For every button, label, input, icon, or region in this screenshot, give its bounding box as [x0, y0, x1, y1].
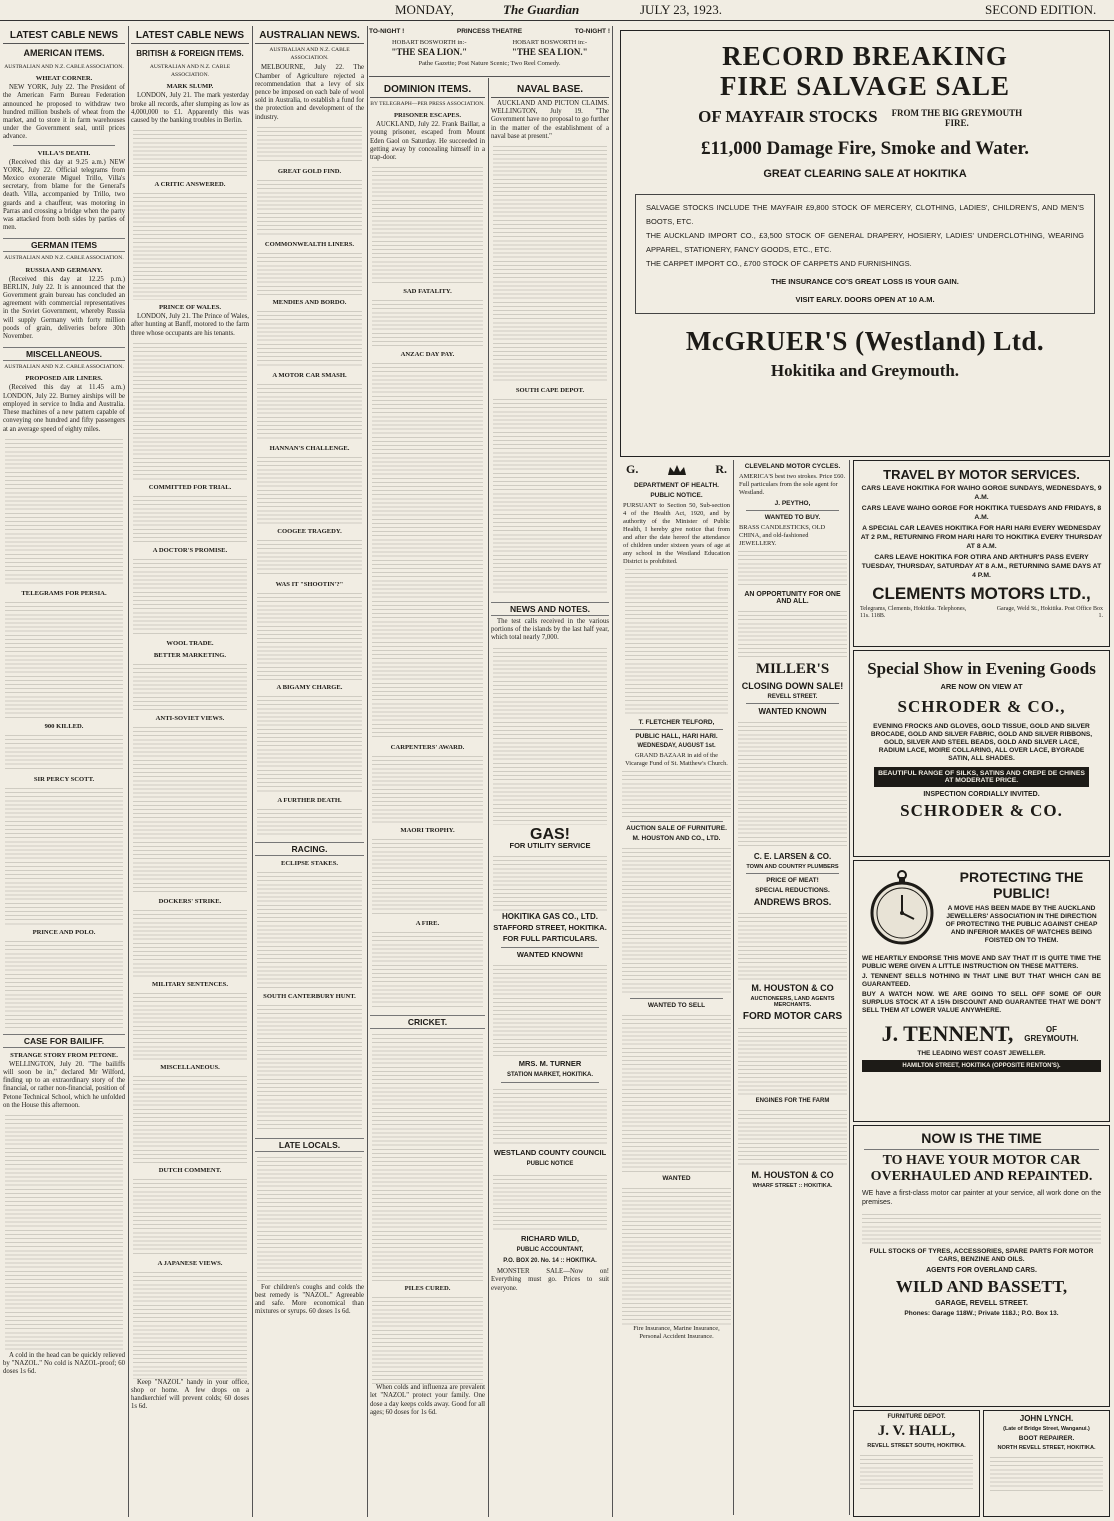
wild-name: RICHARD WILD, [521, 1233, 579, 1243]
naval-article: AUCKLAND AND PICTON CLAIMS. WELLINGTON, July 19. "The Government have no proposal to go further in the matter of the establishment of a naval base at present." [491, 100, 609, 140]
column-british-items [131, 26, 249, 1517]
film-title-left: "THE SEA LION." [391, 47, 468, 57]
clements-motors: CLEMENTS MOTORS LTD., [872, 584, 1091, 603]
nazol-note: When colds and influenza are prevalent let "NAZOL" protect your family. One dose a day keeps colds away. Good for all ages; 60 doses for 1s 6d. [370, 1384, 485, 1416]
now-title: NOW IS THE TIME [921, 1130, 1042, 1146]
westland-council: WESTLAND COUNTY COUNCIL [493, 1148, 607, 1158]
mendies-heading: MENDIES AND BORDO. [272, 298, 347, 306]
british-items-title: BRITISH & FOREIGN ITEMS. [136, 49, 244, 58]
tennent-leading: THE LEADING WEST COAST JEWELLER. [917, 1050, 1046, 1057]
hall-ad [853, 1410, 980, 1517]
westland-notice: PUBLIC NOTICE [526, 1161, 574, 1168]
column-naval-base [491, 80, 609, 1517]
ford-cars: FORD MOTOR CARS [742, 1011, 843, 1022]
wild-bassett-name: WILD AND BASSETT, [895, 1277, 1068, 1296]
lynch-prev: (Late of Bridge Street, Wanganui.) [1003, 1426, 1090, 1432]
piles-heading: PILES CURED. [404, 1285, 451, 1293]
wanted-heading: WANTED [662, 1175, 691, 1182]
german-items-title: GERMAN ITEMS [3, 238, 125, 252]
gas-address: STAFFORD STREET, HOKITIKA. [493, 923, 607, 933]
dominion-items-title: DOMINION ITEMS. [370, 84, 485, 98]
villa-heading: VILLA'S DEATH. [37, 149, 91, 157]
scott-heading: SIR PERCY SCOTT. [33, 775, 95, 783]
houston-name: M. HOUSTON & CO [751, 983, 834, 993]
column-dominion-items [370, 80, 485, 1517]
cleveland-title: CLEVELAND MOTOR CYCLES. [744, 463, 841, 470]
protect-endorse: WE HEARTILY ENDORSE THIS MOVE AND SAY THAT IT IS QUITE TIME THE PUBLIC WERE GIVEN A LITTLE INSTRUCTION ON THESE MATTERS. [862, 955, 1101, 970]
column-australian-news [255, 26, 364, 1517]
wild-phones: Phones: Garage 118W.; Private 118J.; P.O. Box 13. [904, 1310, 1059, 1317]
petone-heading: STRANGE STORY FROM PETONE. [10, 1051, 118, 1059]
clements-contact-left: Telegrams, Clements, Hokitika. Telephones, 11s. 118B. [860, 606, 967, 619]
column-rule [367, 26, 368, 1517]
hall-dept: FURNITURE DEPOT. [887, 1414, 946, 1420]
fire-heading: A FIRE. [415, 920, 440, 928]
japanese-heading: A JAPANESE VIEWS. [157, 1259, 223, 1267]
travel-line-2: CARS LEAVE WAIHO GORGE FOR HOKITIKA TUESDAYS AND FRIDAYS, 8 A.M. [861, 505, 1102, 521]
travel-motor-ad [853, 460, 1110, 647]
houston-auction: M. HOUSTON AND CO., LTD. [632, 835, 721, 842]
wanted-known-heading: WANTED KNOWN! [516, 949, 584, 959]
agency-line: AUSTRALIAN AND N.Z. CABLE ASSOCIATION. [149, 64, 231, 79]
motor-tyres: FULL STOCKS OF TYRES, ACCESSORIES, SPARE PARTS FOR MOTOR CARS, BENZINE AND OILS. [869, 1248, 1094, 1263]
air-heading: PROPOSED AIR LINERS. [25, 375, 103, 383]
travel-line-1: CARS LEAVE HOKITIKA FOR WAIHO GORGE SUNDAYS, WEDNESDAYS, 9 A.M. [861, 485, 1102, 501]
smash-heading: A MOTOR CAR SMASH. [272, 371, 347, 379]
motor-sub-2: OVERHAULED AND REPAINTED. [870, 1169, 1093, 1184]
schroder-title: Special Show in Evening Goods [867, 659, 1096, 678]
column-american-items [3, 26, 125, 1517]
column-rule [612, 26, 613, 1517]
meat-price: PRICE OF MEAT! [766, 877, 819, 884]
gas-sub: FOR UTILITY SERVICE [509, 840, 591, 850]
masthead-date: JULY 23, 1923. [640, 2, 722, 17]
wild-bassett-ad [853, 1125, 1110, 1407]
salvage-stock-box [635, 194, 1095, 314]
column-rule [252, 26, 253, 1517]
gas-title: GAS! [530, 825, 570, 843]
brass-notice: BRASS CANDLESTICKS, OLD CHINA, and old-fashioned JEWELLERY. [739, 524, 826, 547]
masthead [0, 0, 1114, 21]
monster-sale: MONSTER SALE—Now on! Everything must go. Prices to suit everyone. [491, 1268, 609, 1292]
nazol-note: Keep "NAZOL" handy in your office, shop or home. A few drops on a handkerchief will prevent colds; 60 doses 1s 6d. [131, 1378, 249, 1411]
maori-heading: MAORI TROPHY. [400, 827, 455, 835]
salvage-title-1: RECORD BREAKING [722, 41, 1008, 71]
travel-title: TRAVEL BY MOTOR SERVICES. [883, 467, 1080, 482]
tennent-name: J. TENNENT, [881, 1021, 1014, 1046]
protect-buy: BUY A WATCH NOW. WE ARE GOING TO SELL OFF SOME OF OUR SURPLUS STOCK AT A 15% DISCOUNT AND GUARANTEE THAT WE DON'T SELL THEM AT LOWER VALUE ANYWHERE. [862, 991, 1101, 1014]
turner-name: MRS. M. TURNER [518, 1058, 582, 1068]
tennent-of: OF GREYMOUTH. [1024, 1025, 1079, 1043]
health-dept: DEPARTMENT OF HEALTH. [634, 482, 719, 489]
news-notes-title: NEWS AND NOTES. [491, 602, 609, 616]
houston-wharf: WHARF STREET :: HOKITIKA. [752, 1183, 833, 1189]
wanted-to-sell: WANTED TO SELL [647, 1002, 706, 1009]
salvage-line-1: SALVAGE STOCKS INCLUDE THE MAYFAIR £9,800 STOCK OF MERCERY, CLOTHING, LADIES', CHILDREN'S, AND MEN'S BOOTS, ETC. [646, 203, 1084, 227]
protect-title: PROTECTING THE PUBLIC! [959, 869, 1084, 901]
cleveland-body: AMERICA'S best two strokes. Price £60. Full particulars from the sole agent for Westland. [739, 473, 846, 496]
film-title-right: "THE SEA LION." [511, 47, 588, 57]
star-left: HOBART BOSWORTH in:- [391, 39, 467, 46]
health-notice-column [620, 460, 734, 1515]
column-rule [128, 26, 129, 1517]
salvage-damage: £11,000 Damage Fire, Smoke and Water. [701, 138, 1029, 160]
agency-line: AUSTRALIAN AND N.Z. CABLE ASSOCIATION. [4, 64, 124, 70]
protect-sells: J. TENNENT SELLS NOTHING IN THAT LINE BUT THAT WHICH CAN BE GUARANTEED. [862, 973, 1101, 988]
wild-role: PUBLIC ACCOUNTANT, [516, 1246, 584, 1253]
american-items-title: AMERICAN ITEMS. [23, 48, 105, 58]
wheat-heading: WHEAT CORNER. [35, 75, 93, 83]
coogee-heading: COOGEE TRAGEDY. [277, 527, 342, 535]
health-signed: T. FLETCHER TELFORD, [638, 719, 715, 726]
schroder-name-2: SCHRODER & CO. [900, 801, 1063, 820]
tennent-ad [853, 860, 1110, 1122]
wild-box: P.O. BOX 20. No. 14 :: HOKITIKA. [503, 1258, 597, 1265]
racing-title: RACING. [255, 842, 364, 856]
villa-article: (Received this day at 9.25 a.m.) NEW YORK, July 22. Official telegrams from Mexico exonerate Miguel Trillo, Villa's secretary, from blame for the General's death. Villa, accompanied by Trillo, two guards and a chauffeur, was motoring in Parras and crossing a bridge when the party was attacked from both sides by parties of men. [3, 158, 125, 232]
wanted-known-ad: WANTED KNOWN [758, 707, 827, 716]
crown-g: G. [626, 462, 639, 476]
naval-base-title: NAVAL BASE. [491, 84, 609, 98]
anzac-heading: ANZAC DAY PAY. [400, 351, 455, 359]
motor-agents: AGENTS FOR OVERLAND CARS. [926, 1267, 1037, 1274]
tennent-street: HAMILTON STREET, HOKITIKA (OPPOSITE RENTON'S). [862, 1060, 1101, 1072]
houston-sub: AUCTIONEERS, LAND AGENTS MERCHANTS. [750, 996, 835, 1008]
auction-heading: AUCTION SALE OF FURNITURE. [626, 825, 727, 832]
col2-header: LATEST CABLE NEWS [131, 30, 249, 44]
salvage-stocks: OF MAYFAIR STOCKS [698, 107, 878, 126]
pocket-watch-icon [862, 867, 942, 947]
travel-line-3: A SPECIAL CAR LEAVES HOKITIKA FOR HARI HARI EVERY WEDNESDAY AT 2 P.M., RETURNING FROM HARI HARI TO HOKITIKA EVERY THURSDAY AT 8 A.M. [860, 525, 1103, 550]
killed-heading: 900 KILLED. [44, 722, 84, 730]
insurance-notice: Fire Insurance, Marine Insurance, Personal Accident Insurance. [633, 1325, 720, 1340]
bailiff-title: CASE FOR BAILIFF. [3, 1034, 125, 1048]
antisoviet-heading: ANTI-SOVIET VIEWS. [155, 714, 225, 722]
salvage-line-2: THE AUCKLAND IMPORT CO., £3,500 STOCK OF GENERAL DRAPERY, HOSIERY, LADIES' UNDERCLOTHING, WEARING APPAREL, STATIONERY, FANCY GOODS, ETC., ETC. [646, 231, 1084, 255]
mcgruer-company: McGRUER'S (Westland) Ltd. [685, 326, 1045, 357]
masthead-edition: SECOND EDITION. [985, 2, 1097, 17]
nazol-note: A cold in the head can be quickly relieved by "NAZOL." No cold is NAZOL-proof; 60 doses 1s 6d. [3, 1351, 125, 1376]
closing-sale: CLOSING DOWN SALE! [741, 681, 844, 691]
lynch-ad [983, 1410, 1110, 1517]
gas-more: FOR FULL PARTICULARS. [502, 934, 598, 944]
salvage-sale: GREAT CLEARING SALE AT HOKITIKA [763, 168, 967, 181]
wild-garage: GARAGE, REVELL STREET. [935, 1300, 1028, 1307]
military-heading: MILITARY SENTENCES. [152, 980, 228, 988]
opportunity: AN OPPORTUNITY FOR ONE AND ALL. [744, 591, 841, 605]
mark-article: LONDON, July 21. The mark yesterday broke all records, after slumping as low as 4,000,000 to £1. Apparently this was caused by the banking troubles in Berlin. [131, 92, 249, 125]
crown-icon [666, 463, 688, 477]
agency-line: AUSTRALIAN AND N.Z. CABLE ASSOCIATION. [269, 47, 350, 62]
motor-sub-1: TO HAVE YOUR MOTOR CAR [882, 1153, 1081, 1168]
carpenters-heading: CARPENTERS' AWARD. [390, 744, 465, 752]
larsen-name: C. E. LARSEN & CO. [753, 852, 832, 861]
wool-heading: WOOL TRADE. [166, 639, 214, 647]
andrews-bros: ANDREWS BROS. [753, 897, 832, 907]
mark-heading: MARK SLUMP. [166, 83, 214, 91]
bazaar-notice: GRAND BAZAAR in aid of the Vicarage Fund of St. Matthew's Church. [625, 752, 728, 767]
lynch-name: JOHN LYNCH. [1019, 1414, 1074, 1423]
australian-news-title: AUSTRALIAN NEWS. [255, 30, 364, 44]
fire-salvage-ad [620, 30, 1110, 457]
persia-heading: TELEGRAMS FOR PERSIA. [21, 589, 107, 597]
hall-date: WEDNESDAY, AUGUST 1st. [637, 743, 716, 749]
sad-fatality-heading: SAD FATALITY. [403, 288, 452, 296]
travel-line-4: CARS LEAVE HOKITIKA FOR OTIRA AND ARTHUR'S PASS EVERY TUESDAY, THURSDAY, SATURDAY AT 8 A.M., RETURNING SAME DAYS AT 4 P.M. [861, 554, 1102, 579]
miscellaneous-title: MISCELLANEOUS. [3, 347, 125, 361]
canterbury-heading: SOUTH CANTERBURY HUNT. [263, 992, 356, 1000]
hannan-heading: HANNAN'S CHALLENGE. [269, 444, 350, 452]
schroder-ad [853, 650, 1110, 857]
bigamy-heading: A BIGAMY CHARGE. [276, 683, 343, 691]
salvage-from: FROM THE BIG GREYMOUTH FIRE. [891, 108, 1023, 129]
south-cape-heading: SOUTH CAPE DEPOT. [515, 387, 585, 395]
turner-role: STATION MARKET, HOKITIKA. [506, 1072, 594, 1079]
engines-farm: ENGINES FOR THE FARM [755, 1098, 830, 1104]
mcgruer-places: Hokitika and Greymouth. [770, 361, 960, 381]
clements-contact-right: Garage, Weld St., Hokitika. Post Office Box 1. [996, 606, 1103, 619]
salvage-visit: VISIT EARLY. DOORS OPEN AT 10 A.M. [795, 295, 935, 305]
masthead-day: MONDAY, [395, 2, 454, 17]
health-notice-body: PURSUANT to Section 50, Sub-section 4 of the Health Act, 1920, and by authority of the Minister of Public Health, I hereby give notice that from and after the date hereof the attendance of children under sixteen years of age at any school in the Westland Education District is prohibited. [623, 502, 730, 565]
schroder-inspection: INSPECTION CORDIALLY INVITED. [923, 791, 1040, 798]
bailiff-article: WELLINGTON, July 20. "The bailiffs will soon be in," declared Mr Wilford, finding up to an extraordinary story of the financial, or rather non-financial, position of Petone Technical School, which he unfolded on the House this afternoon. [3, 1060, 125, 1109]
schroder-name: SCHRODER & CO., [897, 697, 1066, 716]
special-reductions: SPECIAL REDUCTIONS. [755, 887, 830, 894]
agency-line: AUSTRALIAN AND N.Z. CABLE ASSOCIATION. [4, 255, 124, 262]
wanted-to-buy: WANTED TO BUY. [764, 514, 821, 521]
news-article: The test calls received in the various portions of the islands by the last half year, which total nearly 7,000. [491, 618, 609, 642]
gas-company: HOKITIKA GAS CO., LTD. [502, 912, 598, 922]
salvage-line-3: THE CARPET IMPORT CO., £700 STOCK OF CARPETS AND FURNISHINGS. [646, 259, 912, 269]
hall-name: J. V. HALL, [877, 1423, 956, 1439]
wheat-article: NEW YORK, July 22. The President of the American Farm Bureau Federation announced he proposed to withdraw two hundred million bushels of wheat from the market, and to store it in farm warehouses under the Government seal, until prices advance. [3, 84, 125, 141]
millers-name: MILLER'S [755, 661, 830, 677]
air-article: (Received this day at 11.45 a.m.) LONDON, July 22. Burney airships will be employed in service to India and Australia. These machines of a new pattern capable of conveying one hundred and fifty passengers at an average speed of eighty miles. [3, 384, 125, 433]
prisoner-article: AUCKLAND, July 22. Frank Baillar, a young prisoner, escaped from Mount Eden Gaol on Saturday. He succeeded in getting away by concealing himself in a trap-door. [370, 121, 485, 162]
wales-article: LONDON, July 21. The Prince of Wales, after hunting at Banff, motored to the farm three whose occupants are his tenants. [131, 313, 249, 337]
millers-street: REVELL STREET. [767, 694, 818, 700]
cleveland-agent: J. PEYTHO, [774, 500, 811, 507]
eclipse-heading: ECLIPSE STAKES. [280, 859, 339, 867]
houston-name-2: M. HOUSTON & CO [751, 1170, 834, 1180]
dutch-heading: DUTCH COMMENT. [158, 1166, 222, 1174]
tonight-right: TO-NIGHT ! [574, 28, 610, 35]
hall-street: REVELL STREET SOUTH, HOKITIKA. [867, 1443, 966, 1449]
schroder-sub: ARE NOW ON VIEW AT [940, 682, 1023, 691]
column-rule [488, 78, 489, 1517]
prisoner-heading: PRISONER ESCAPES. [393, 112, 462, 120]
dockers-heading: DOCKERS' STRIKE. [158, 897, 222, 905]
polo-heading: PRINCE AND POLO. [32, 928, 96, 936]
trial-heading: COMMITTED FOR TRIAL. [148, 483, 232, 491]
schroder-banner: BEAUTIFUL RANGE OF SILKS, SATINS AND CREPE DE CHINES AT MODERATE PRICE. [874, 767, 1089, 787]
hari-hari-hall: PUBLIC HALL, HARI HARI. [635, 733, 718, 740]
lynch-trade: BOOT REPAIRER. [1018, 1435, 1075, 1442]
motor-body: WE have a first-class motor car painter at your service, all work done on the premises. [862, 1190, 1101, 1206]
salvage-title-2: FIRE SALVAGE SALE [719, 71, 1011, 101]
cricket-title: CRICKET. [370, 1015, 485, 1029]
agency-line: AUSTRALIAN AND N.Z. CABLE ASSOCIATION. [4, 364, 124, 371]
col1-header: LATEST CABLE NEWS [3, 30, 125, 44]
gold-heading: GREAT GOLD FIND. [277, 167, 342, 175]
theatre-extras: Pathe Gazette; Post Nature Scenic; Two Reel Comedy. [418, 60, 561, 67]
death-heading: A FURTHER DEATH. [277, 796, 342, 804]
critic-heading: A CRITIC ANSWERED. [154, 181, 226, 189]
crown-r: R. [715, 462, 727, 476]
late-locals-title: LATE LOCALS. [255, 1138, 364, 1152]
liners-heading: COMMONWEALTH LINERS. [264, 240, 355, 248]
salvage-gain: THE INSURANCE CO'S GREAT LOSS IS YOUR GAIN. [771, 277, 959, 287]
wool-levy-article: MELBOURNE, July 22. The Chamber of Agriculture rejected a recommendation that a levy of six pence be imposed on each bale of wool sold in Australia, to establish a fund for the protection and development of the industry. [255, 64, 364, 121]
larsen-sub: TOWN AND COUNTRY PLUMBERS [746, 864, 839, 870]
public-notice: PUBLIC NOTICE. [650, 492, 703, 499]
protect-body: A MOVE HAS BEEN MADE BY THE AUCKLAND JEWELLERS' ASSOCIATION IN THE DIRECTION OF PROTECTING THE PUBLIC AGAINST CHEAP AND INFERIOR MAKES OF WATCHES BEING FOISTED ON TO THEM. [945, 905, 1098, 944]
masthead-paper: The Guardian [503, 2, 580, 17]
russia-heading: RUSSIA AND GERMANY. [25, 266, 103, 274]
press-association-line: BY TELEGRAPH—PER PRESS ASSOCIATION. [370, 101, 485, 107]
nazol-note: For children's coughs and colds the best remedy is "NAZOL." Agreeable and safe. More economical than mixtures or syrups. 60 doses 1s 6d. [255, 1283, 364, 1316]
schroder-body: EVENING FROCKS AND GLOVES, GOLD TISSUE, GOLD AND SILVER BROCADE, GOLD AND SILVER FABRIC, GOLD AND SILVER RIBBONS, GOLD, SILVER AND STEEL BEADS, GOLD AND SILVER LACE, RADIUM LACE, MOIRE COLLARING, ALL OVER LACE, BYGRADE SATIN, ALL SHADES. [870, 723, 1093, 762]
russia-article: (Received this day at 12.25 p.m.) BERLIN, July 22. It is announced that the Government grain bureau has concluded an agreement with commercial representatives in the Soviet Government, whereby Russia will supply Germany with forty million poods of grain, deliveries before 30th November. [3, 275, 125, 341]
lynch-street: NORTH REVELL STREET, HOKITIKA. [997, 1445, 1096, 1451]
shootin-heading: WAS IT "SHOOTIN'?" [275, 580, 344, 588]
doctor-heading: A DOCTOR'S PROMISE. [152, 546, 228, 554]
misc-heading: MISCELLANEOUS. [160, 1063, 220, 1071]
tonight-left: TO-NIGHT ! [369, 28, 405, 35]
star-right: HOBART BOSWORTH in:- [512, 39, 588, 46]
theatre-name: PRINCESS THEATRE [456, 28, 523, 35]
marketing-heading: BETTER MARKETING. [153, 651, 227, 659]
princess-theatre-ad [369, 26, 610, 77]
wales-heading: PRINCE OF WALES. [158, 304, 222, 312]
cleveland-column [736, 460, 850, 1515]
